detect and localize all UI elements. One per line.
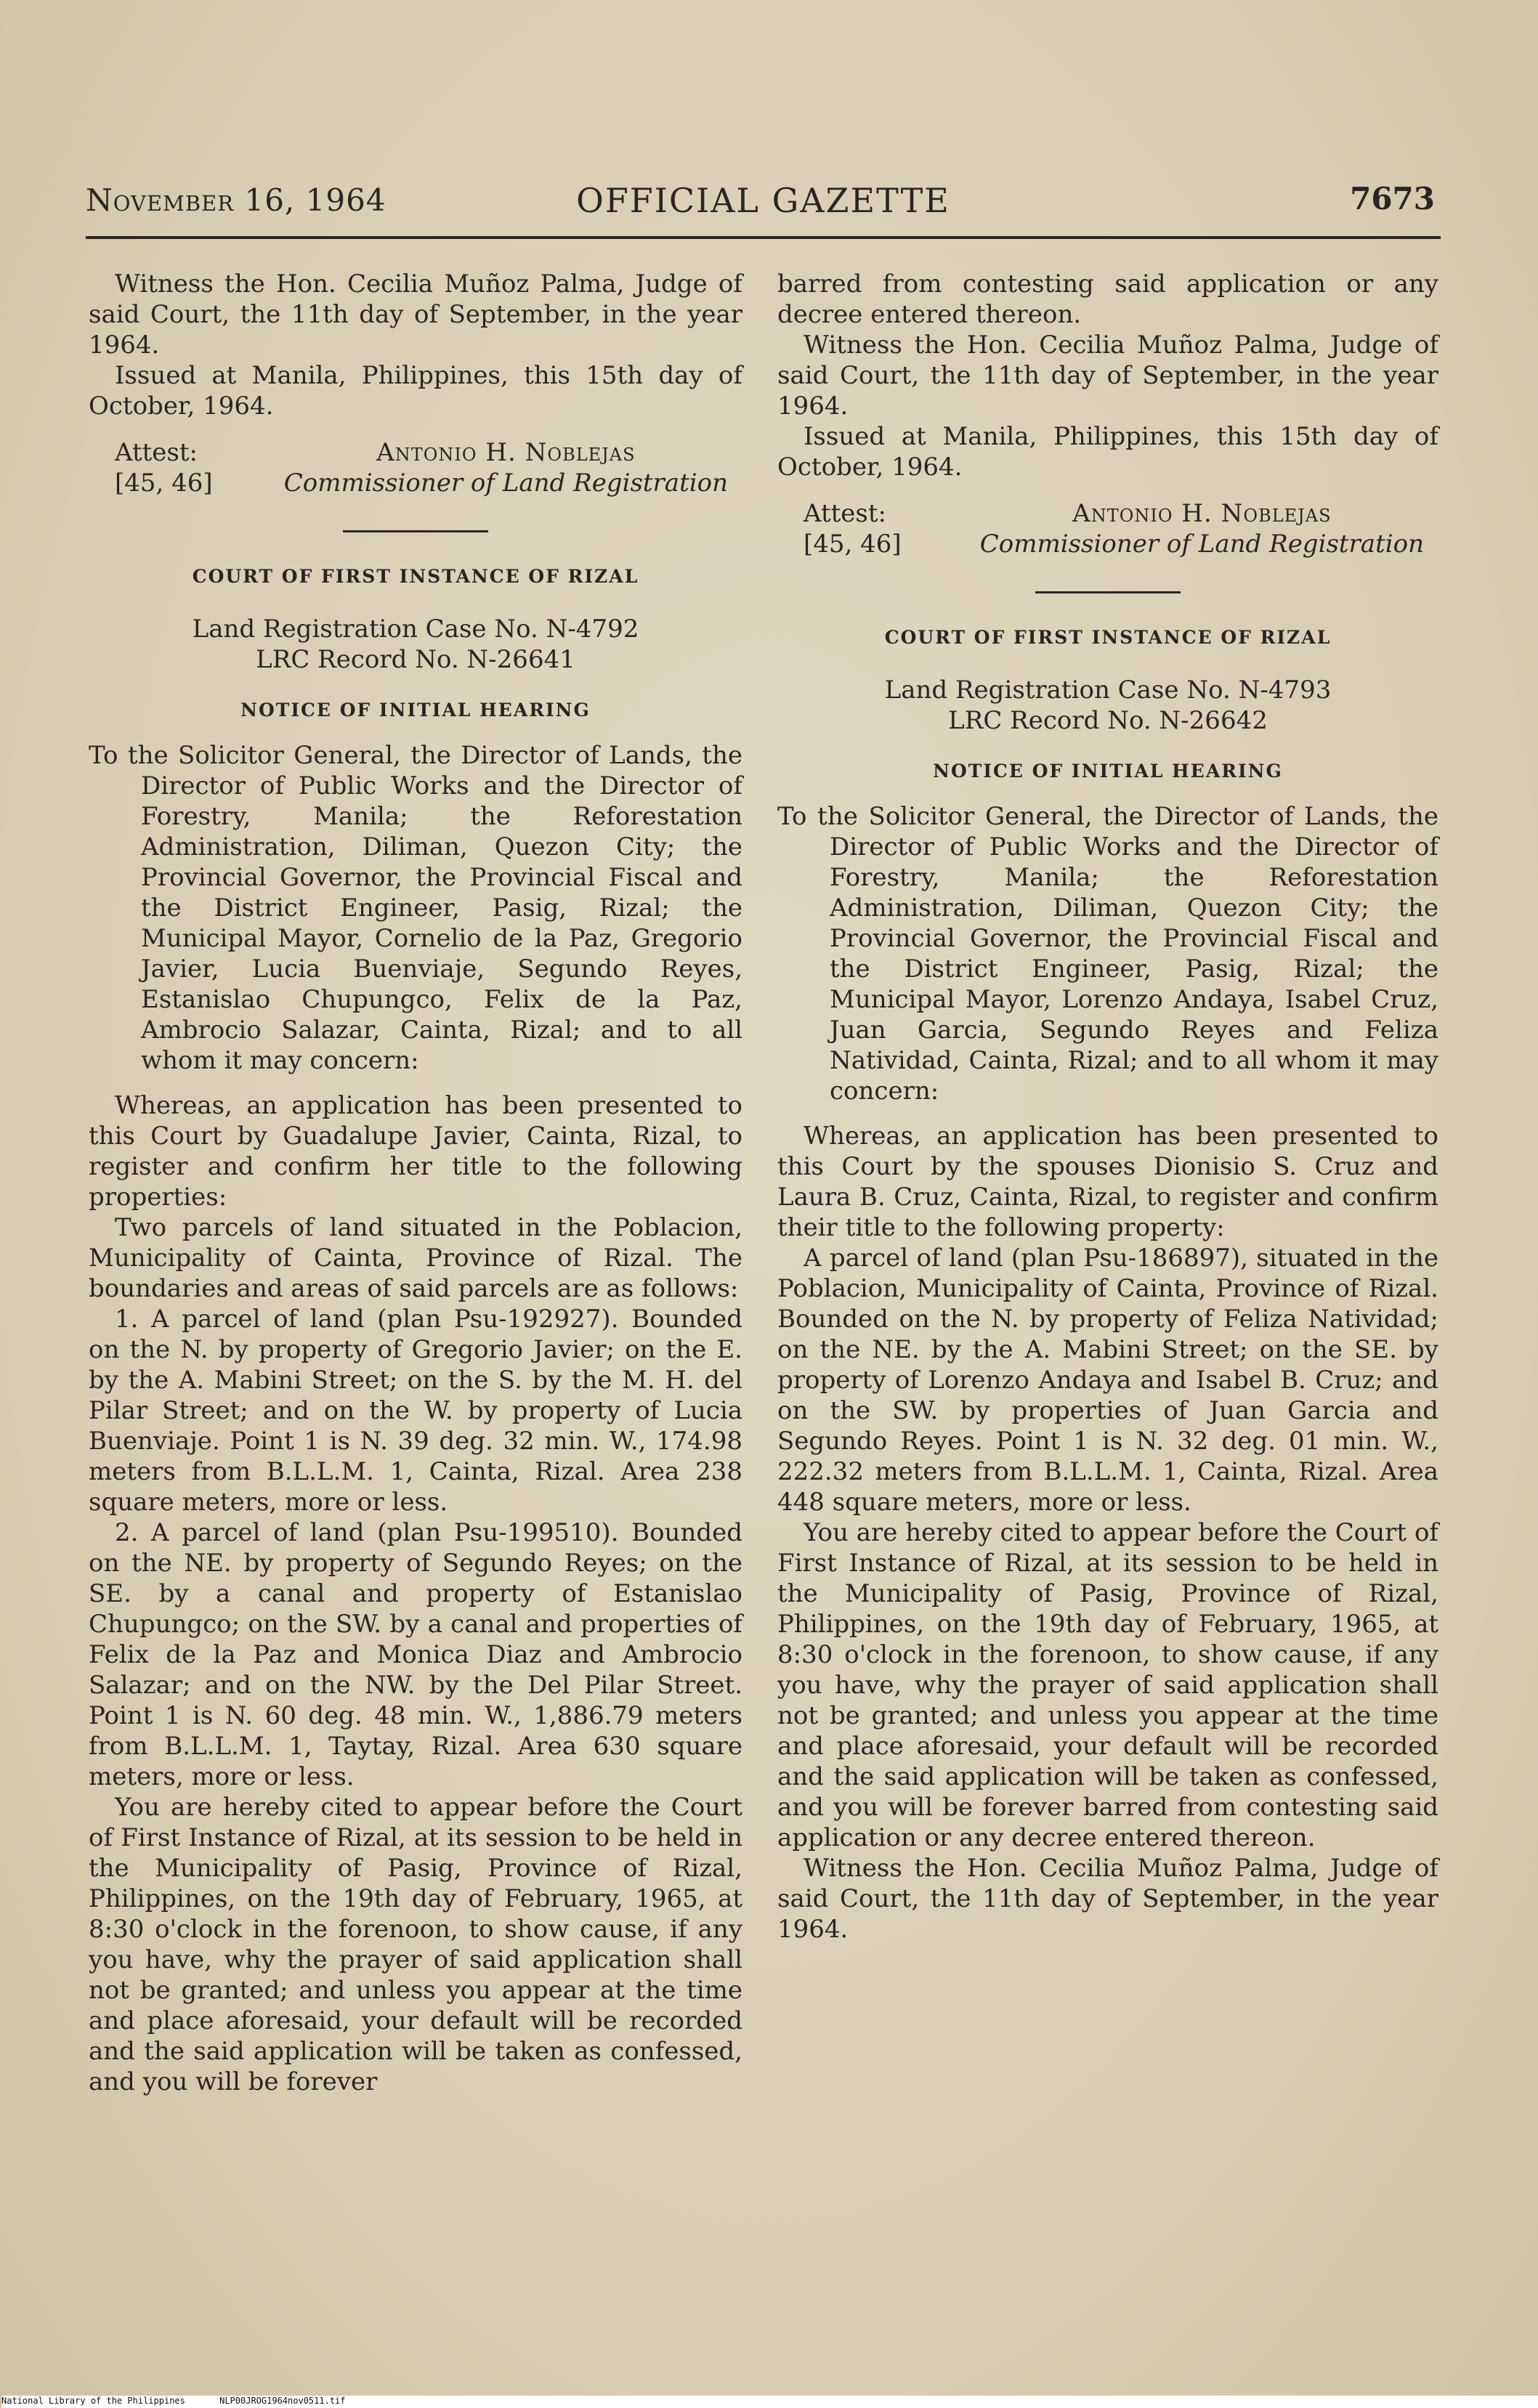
left-column (89, 269, 742, 2097)
attest-name: Antonio H. Noblejas (1072, 499, 1332, 528)
attest-reference: [45, 46] (804, 530, 902, 559)
attest-title: Commissioner of Land Registration (979, 530, 1424, 559)
witness-paragraph-2: Witness the Hon. Cecilia Muñoz Palma, Judge of said Court, the 11th day of September, in the year 1964. (777, 1854, 1438, 1944)
attest-label: Attest: (115, 438, 198, 467)
attest-name: Antonio H. Noblejas (376, 438, 636, 467)
court-heading: COURT OF FIRST INSTANCE OF RIZAL (884, 627, 1332, 648)
case-number: Land Registration Case No. N-4792 (192, 615, 639, 644)
court-heading: COURT OF FIRST INSTANCE OF RIZAL (192, 566, 639, 587)
attest-block (777, 498, 1438, 559)
lrc-record-number: LRC Record No. N-26642 (948, 706, 1268, 735)
parcel-2-paragraph: 2. A parcel of land (plan Psu-199510). Bounded on the NE. by property of Segundo Reyes; on the SE. by a canal and property of Estanislao Chupungco; on the SW. by a canal and properties of Felix de la Paz and Monica Diaz and Ambrocio Salazar; and on the NW. by the Del Pilar Street. Point 1 is N. 60 deg. 48 min. W., 1,886.79 meters from B.L.L.M. 1, Taytay, Rizal. Area 630 square meters, more or less. (89, 1518, 742, 1791)
section-divider (1035, 591, 1181, 593)
whereas-paragraph: Whereas, an application has been presented to this Court by the spouses Dionisio S. Cruz and Laura B. Cruz, Cainta, Rizal, to register and confirm their title to the following property: (777, 1122, 1438, 1242)
attest-title: Commissioner of Land Registration (283, 469, 728, 498)
publication-title: OFFICIAL GAZETTE (576, 181, 950, 220)
cited-paragraph: You are hereby cited to appear before the Court of First Instance of Rizal, at its session to be held in the Municipality of Pasig, Province of Rizal, Philippines, on the 19th day of February, 1965, at 8:30 o'clock in the forenoon, to show cause, if any you have, why the prayer of said application shall not be granted; and unless you appear at the time and place aforesaid, your default will be recorded and the said application will be taken as confessed, and you will be forever (89, 1793, 742, 2096)
page-header (86, 178, 1441, 229)
parcels-intro-paragraph: Two parcels of land situated in the Poblacion, Municipality of Cainta, Province of Rizal. The boundaries and areas of said parcels are as follows: (89, 1213, 742, 1303)
whereas-paragraph: Whereas, an application has been presented to this Court by Guadalupe Javier, Cainta, Rizal, to register and confirm her title to the following properties: (89, 1091, 742, 1212)
scan-filename: NLP00JROG1964nov0511.tif (219, 2396, 346, 2406)
right-column (777, 269, 1438, 1945)
lrc-record-number: LRC Record No. N-26641 (256, 645, 575, 674)
scan-footer (1, 2396, 1538, 2408)
issued-paragraph: Issued at Manila, Philippines, this 15th day of October, 1964. (777, 422, 1438, 482)
barred-paragraph: barred from contesting said application or any decree entered thereon. (777, 269, 1438, 329)
header-rule (86, 236, 1441, 239)
issue-date: November 16, 1964 (86, 182, 386, 218)
addressees-paragraph: To the Solicitor General, the Director of Lands, the Director of Public Works and the Director of Forestry, Manila; the Reforestation Administration, Diliman, Quezon City; the Provincial Governor, the Provincial Fiscal and the District Engineer, Pasig, Rizal; the Municipal Mayor, Lorenzo Andaya, Isabel Cruz, Juan Garcia, Segundo Reyes and Feliza Natividad, Cainta, Rizal; and to all whom it may concern: (777, 802, 1438, 1106)
parcel-1-paragraph: 1. A parcel of land (plan Psu-192927). Bounded on the N. by property of Gregorio Javier; on the E. by the A. Mabini Street; on the S. by the M. H. del Pilar Street; and on the W. by property of Lucia Buenviaje. Point 1 is N. 39 deg. 32 min. W., 174.98 meters from B.L.L.M. 1, Cainta, Rizal. Area 238 square meters, more or less. (89, 1305, 742, 1517)
addressees-paragraph: To the Solicitor General, the Director of Lands, the Director of Public Works and the Director of Forestry, Manila; the Reforestation Administration, Diliman, Quezon City; the Provincial Governor, the Provincial Fiscal and the District Engineer, Pasig, Rizal; the Municipal Mayor, Cornelio de la Paz, Gregorio Javier, Lucia Buenviaje, Segundo Reyes, Estanislao Chupungco, Felix de la Paz, Ambrocio Salazar, Cainta, Rizal; and to all whom it may concern: (89, 741, 742, 1075)
notice-heading: NOTICE OF INITIAL HEARING (933, 761, 1283, 782)
attest-reference: [45, 46] (115, 469, 213, 498)
attest-label: Attest: (804, 499, 886, 528)
case-number: Land Registration Case No. N-4793 (884, 676, 1332, 705)
witness-paragraph: Witness the Hon. Cecilia Muñoz Palma, Judge of said Court, the 11th day of September, in the year 1964. (89, 269, 742, 360)
library-credit: National Library of the Philippines (1, 2396, 185, 2406)
notice-heading: NOTICE OF INITIAL HEARING (240, 700, 591, 721)
witness-paragraph: Witness the Hon. Cecilia Muñoz Palma, Judge of said Court, the 11th day of September, in the year 1964. (777, 331, 1438, 421)
attest-block (89, 437, 742, 498)
parcel-paragraph: A parcel of land (plan Psu-186897), situated in the Poblacion, Municipality of Cainta, Province of Rizal. Bounded on the N. by property of Feliza Natividad; on the NE. by the A. Mabini Street; on the SE. by property of Lorenzo Andaya and Isabel B. Cruz; and on the SW. by properties of Juan Garcia and Segundo Reyes. Point 1 is N. 32 deg. 01 min. W., 222.32 meters from B.L.L.M. 1, Cainta, Rizal. Area 448 square meters, more or less. (777, 1244, 1438, 1517)
cited-paragraph: You are hereby cited to appear before the Court of First Instance of Rizal, at its session to be held in the Municipality of Pasig, Province of Rizal, Philippines, on the 19th day of February, 1965, at 8:30 o'clock in the forenoon, to show cause, if any you have, why the prayer of said application shall not be granted; and unless you appear at the time and place aforesaid, your default will be recorded and the said application will be taken as confessed, and you will be forever barred from contesting said application or any decree entered thereon. (777, 1518, 1438, 1852)
section-divider (343, 530, 488, 532)
page-number: 7673 (1350, 181, 1435, 216)
issued-paragraph: Issued at Manila, Philippines, this 15th day of October, 1964. (89, 361, 742, 421)
